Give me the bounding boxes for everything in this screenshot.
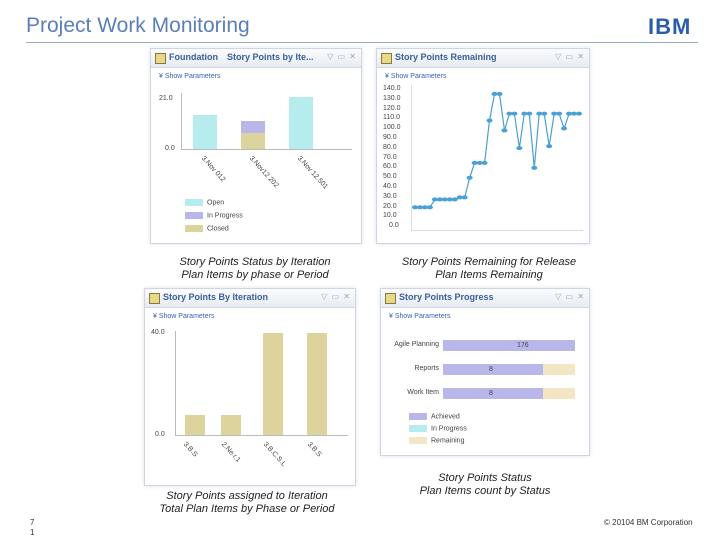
legend-label: Open (207, 199, 225, 207)
caption-panel2 (376, 256, 602, 282)
y-tick-min: 0.0 (165, 145, 175, 152)
progress-value-label: 176 (517, 342, 529, 349)
progress-bar-achieved-workitem (443, 388, 543, 399)
bar-open-1 (193, 115, 217, 149)
copyright: © 20104 BM Corporation (604, 518, 693, 527)
caption-line: Plan Items by phase or Period (181, 269, 329, 281)
y-tick-max: 21.0 (159, 95, 173, 102)
row-label: Work Item (407, 389, 439, 396)
data-point (482, 161, 488, 165)
panel-title: Story Points Remaining (395, 52, 497, 62)
data-point (496, 92, 502, 96)
progress-bar-achieved-reports (443, 364, 543, 375)
progress-bar-achieved-agile (443, 340, 575, 351)
caption-line: Total Plan Items by Phase or Period (159, 503, 335, 515)
bar-iteration-4 (307, 333, 327, 435)
data-point (526, 112, 532, 116)
panel-title: Story Points Progress (399, 292, 494, 302)
panel-story-points-progress (380, 288, 590, 456)
show-parameters-link[interactable]: ¥ Show Parameters (153, 313, 215, 320)
data-point (541, 112, 547, 116)
data-point (467, 176, 473, 180)
legend-achieved (409, 413, 460, 420)
y-tick: 120.0 (383, 104, 401, 112)
legend-label: In Progress (431, 425, 467, 433)
y-tick: 50.0 (383, 173, 397, 181)
x-tick-label: 2.Ne.r.1 (219, 441, 242, 464)
x-tick-label: 3.Nov 012 (199, 155, 227, 184)
data-point (501, 128, 507, 132)
window-controls-icon[interactable]: ▽ ▭ ✕ (555, 292, 585, 301)
data-point (511, 112, 517, 116)
bar-iteration-2 (221, 415, 241, 435)
window-controls-icon[interactable]: ▽ ▭ ✕ (327, 52, 357, 61)
y-tick: 70.0 (383, 153, 397, 161)
x-tick-label: 3.B.C.S.L (261, 441, 288, 468)
y-tick: 140.0 (383, 85, 401, 92)
legend-label: In Progress (207, 212, 243, 220)
legend-swatch (185, 212, 203, 219)
bar-iteration-3 (263, 333, 283, 435)
y-tick: 100.0 (383, 124, 401, 132)
line-chart (411, 85, 583, 231)
legend-swatch (185, 199, 203, 206)
widget-icon (381, 53, 392, 64)
x-tick-label: 3.B.S (181, 441, 199, 459)
page-number-line: 7 (30, 518, 35, 527)
show-parameters-link[interactable]: ¥ Show Parameters (389, 313, 451, 320)
ibm-logo: IBM (648, 14, 692, 39)
legend-label: Achieved (431, 413, 460, 421)
slide-title: Project Work Monitoring (26, 14, 250, 37)
panel-header (377, 49, 589, 68)
panel-story-points-by-iteration (144, 288, 356, 486)
y-tick: 60.0 (383, 163, 397, 171)
y-tick: 10.0 (383, 212, 397, 220)
data-point (561, 126, 567, 130)
data-point (427, 205, 433, 209)
y-tick-max: 40.0 (151, 329, 165, 336)
bar-closed-2 (241, 133, 265, 149)
progress-value-label: 8 (489, 366, 493, 373)
panel-title: Story Points By Iteration (163, 292, 269, 302)
series-line (415, 94, 579, 207)
widget-icon (155, 53, 166, 64)
progress-bar-remaining-reports (543, 364, 575, 375)
y-tick: 80.0 (383, 143, 397, 151)
y-tick: 30.0 (383, 192, 397, 200)
caption-line: Plan Items count by Status (419, 485, 551, 497)
data-point (531, 166, 537, 170)
show-parameters-link[interactable]: ¥ Show Parameters (159, 73, 221, 80)
bar-open-3 (289, 97, 313, 149)
y-tick-min: 0.0 (155, 431, 165, 438)
caption-line: Plan Items Remaining (435, 269, 543, 281)
y-tick: 90.0 (383, 134, 397, 141)
legend-open (185, 199, 224, 206)
panel-header (381, 289, 589, 308)
y-tick: 130.0 (383, 94, 401, 102)
title-divider (26, 42, 698, 43)
row-label: Reports (414, 365, 439, 372)
caption-line: Story Points Status (438, 472, 532, 484)
legend-remaining (409, 437, 464, 444)
legend-closed (185, 225, 229, 232)
panel-header (151, 49, 361, 68)
window-controls-icon[interactable]: ▽ ▭ ✕ (321, 292, 351, 301)
x-tick-label: 3.Nov12 202 (247, 155, 280, 190)
caption-panel3 (134, 490, 360, 516)
legend-in-progress (409, 425, 467, 432)
y-tick: 40.0 (383, 183, 397, 190)
data-point (487, 119, 493, 123)
page-number (30, 518, 34, 538)
progress-bar-remaining-workitem (543, 388, 575, 399)
y-tick: 110.0 (383, 114, 400, 122)
data-point (546, 144, 552, 148)
x-tick-label: 3.B.S (305, 441, 323, 459)
bar-iteration-1 (185, 415, 205, 435)
panel-story-points-remaining (376, 48, 590, 244)
panel-header (145, 289, 355, 308)
y-tick: 0.0 (389, 222, 399, 230)
legend-label: Closed (207, 225, 229, 233)
widget-icon (385, 293, 396, 304)
legend-swatch (185, 225, 203, 232)
legend-in-progress (185, 212, 243, 219)
legend-swatch (409, 425, 427, 432)
legend-swatch (409, 413, 427, 420)
caption-panel4 (380, 472, 590, 498)
caption-line: Story Points assigned to Iteration (166, 490, 328, 502)
page-number-line: 1 (30, 528, 35, 537)
caption-panel1 (150, 256, 360, 282)
show-parameters-link[interactable]: ¥ Show Parameters (385, 73, 447, 80)
legend-swatch (409, 437, 427, 444)
progress-value-label: 8 (489, 390, 493, 397)
panel-title-tab[interactable]: Foundation (169, 52, 218, 62)
x-tick-label: 3.Nov 12.501 (295, 155, 329, 191)
panel-story-points-by-iteration-status (150, 48, 362, 244)
data-point (516, 146, 522, 150)
bar-in-progress-2 (241, 121, 265, 133)
panel-title: Story Points by Ite... (227, 52, 314, 62)
row-label: Agile Planning (394, 341, 439, 348)
line-chart-axis (411, 85, 583, 231)
caption-line: Story Points Remaining for Release (401, 256, 577, 268)
legend-label: Remaining (431, 437, 465, 445)
data-point (556, 112, 562, 116)
data-point (576, 112, 582, 116)
caption-line: Story Points Status by Iteration (179, 256, 331, 268)
widget-icon (149, 293, 160, 304)
window-controls-icon[interactable]: ▽ ▭ ✕ (555, 52, 585, 61)
y-tick: 20.0 (383, 202, 397, 210)
data-point (462, 195, 468, 199)
